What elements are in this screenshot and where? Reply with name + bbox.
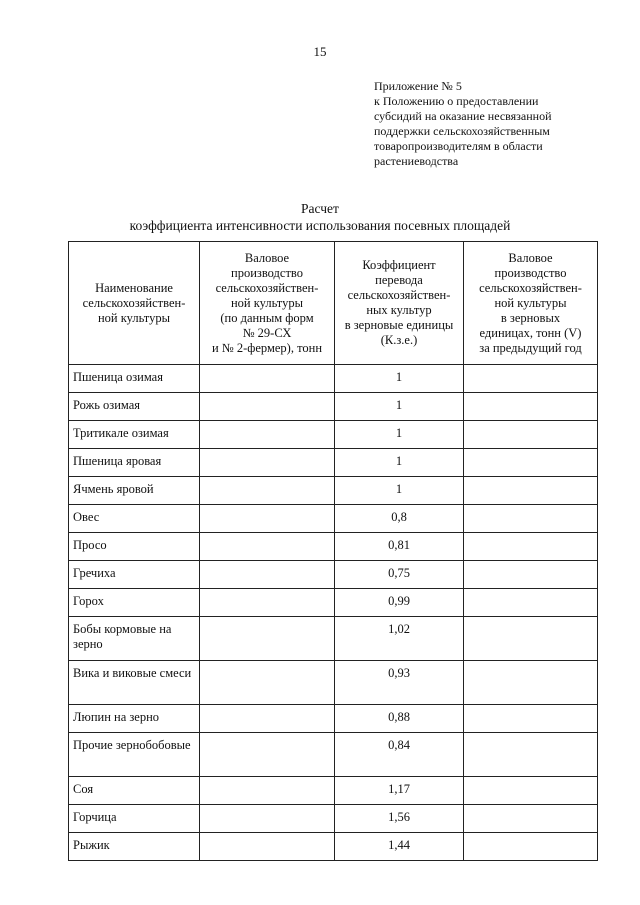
gross-production-cell	[200, 805, 335, 833]
gross-production-cell	[200, 365, 335, 393]
table-row	[69, 477, 598, 505]
grain-units-cell	[464, 833, 598, 861]
coefficient-cell: 1	[335, 477, 464, 505]
grain-units-cell	[464, 449, 598, 477]
table-row	[69, 449, 598, 477]
coefficient-cell: 1	[335, 449, 464, 477]
coefficient-cell: 1	[335, 393, 464, 421]
table-row	[69, 617, 598, 661]
coefficient-cell: 0,99	[335, 589, 464, 617]
appendix-line: Приложение № 5	[374, 79, 462, 93]
crop-name-cell: Бобы кормовые на зерно	[69, 617, 200, 661]
crop-name-cell: Овес	[69, 505, 200, 533]
crop-name-cell: Пшеница яровая	[69, 449, 200, 477]
grain-units-cell	[464, 777, 598, 805]
gross-production-cell	[200, 533, 335, 561]
header-crop-name: Наименование сельскохозяйствен- ной культуры	[69, 242, 200, 365]
document-title	[0, 200, 640, 234]
grain-units-cell	[464, 617, 598, 661]
gross-production-cell	[200, 561, 335, 589]
table-row	[69, 365, 598, 393]
header-conversion-coefficient: Коэффициент перевода сельскохозяйствен- ных культур в зерновые единицы (К.з.е.)	[335, 242, 464, 365]
crop-name-cell: Ячмень яровой	[69, 477, 200, 505]
table-row	[69, 705, 598, 733]
table-row	[69, 393, 598, 421]
table-row	[69, 421, 598, 449]
table-row	[69, 533, 598, 561]
coefficient-cell: 1	[335, 365, 464, 393]
table-row	[69, 777, 598, 805]
appendix-header	[374, 79, 604, 169]
title-line-1: Расчет	[301, 201, 339, 216]
coefficient-cell: 0,93	[335, 661, 464, 705]
coefficient-cell: 1	[335, 421, 464, 449]
gross-production-cell	[200, 449, 335, 477]
coefficient-cell: 0,81	[335, 533, 464, 561]
crop-name-cell: Пшеница озимая	[69, 365, 200, 393]
grain-units-cell	[464, 421, 598, 449]
appendix-line: к Положению о предоставлении	[374, 94, 539, 108]
coefficient-cell: 0,75	[335, 561, 464, 589]
header-grain-units: Валовое производство сельскохозяйствен- ной культуры в зерновых единицах, тонн (V) за предыдущий год	[464, 242, 598, 365]
crop-name-cell: Горчица	[69, 805, 200, 833]
coefficient-cell: 0,88	[335, 705, 464, 733]
gross-production-cell	[200, 477, 335, 505]
crop-name-cell: Рыжик	[69, 833, 200, 861]
grain-units-cell	[464, 533, 598, 561]
grain-units-cell	[464, 561, 598, 589]
crop-coefficient-table	[68, 241, 598, 861]
table-header-row	[69, 242, 598, 365]
header-gross-production: Валовое производство сельскохозяйствен- ной культуры (по данным форм № 29-СХ и № 2-фермер), тонн	[200, 242, 335, 365]
appendix-line: товаропроизводителям в области	[374, 139, 543, 153]
table-row	[69, 661, 598, 705]
coefficient-cell: 1,17	[335, 777, 464, 805]
appendix-line: растениеводства	[374, 154, 459, 168]
coefficient-cell: 1,56	[335, 805, 464, 833]
title-line-2: коэффициента интенсивности использования посевных площадей	[129, 218, 511, 233]
grain-units-cell	[464, 477, 598, 505]
coefficient-cell: 0,84	[335, 733, 464, 777]
gross-production-cell	[200, 393, 335, 421]
crop-name-cell: Просо	[69, 533, 200, 561]
gross-production-cell	[200, 733, 335, 777]
gross-production-cell	[200, 505, 335, 533]
table-row	[69, 805, 598, 833]
crop-name-cell: Прочие зернобобовые	[69, 733, 200, 777]
appendix-line: субсидий на оказание несвязанной	[374, 109, 552, 123]
table-row	[69, 733, 598, 777]
grain-units-cell	[464, 505, 598, 533]
grain-units-cell	[464, 733, 598, 777]
crop-name-cell: Тритикале озимая	[69, 421, 200, 449]
crop-name-cell: Вика и виковые смеси	[69, 661, 200, 705]
coefficient-cell: 1,44	[335, 833, 464, 861]
crop-name-cell: Соя	[69, 777, 200, 805]
gross-production-cell	[200, 705, 335, 733]
grain-units-cell	[464, 393, 598, 421]
grain-units-cell	[464, 805, 598, 833]
grain-units-cell	[464, 365, 598, 393]
table-row	[69, 561, 598, 589]
page-number: 15	[313, 44, 327, 59]
crop-name-cell: Гречиха	[69, 561, 200, 589]
grain-units-cell	[464, 705, 598, 733]
gross-production-cell	[200, 777, 335, 805]
table-row	[69, 505, 598, 533]
gross-production-cell	[200, 421, 335, 449]
crop-name-cell: Горох	[69, 589, 200, 617]
crop-name-cell: Рожь озимая	[69, 393, 200, 421]
gross-production-cell	[200, 589, 335, 617]
table-row	[69, 833, 598, 861]
table-row	[69, 589, 598, 617]
grain-units-cell	[464, 661, 598, 705]
gross-production-cell	[200, 617, 335, 661]
gross-production-cell	[200, 833, 335, 861]
grain-units-cell	[464, 589, 598, 617]
coefficient-cell: 1,02	[335, 617, 464, 661]
gross-production-cell	[200, 661, 335, 705]
appendix-line: поддержки сельскохозяйственным	[374, 124, 550, 138]
crop-name-cell: Люпин на зерно	[69, 705, 200, 733]
coefficient-cell: 0,8	[335, 505, 464, 533]
